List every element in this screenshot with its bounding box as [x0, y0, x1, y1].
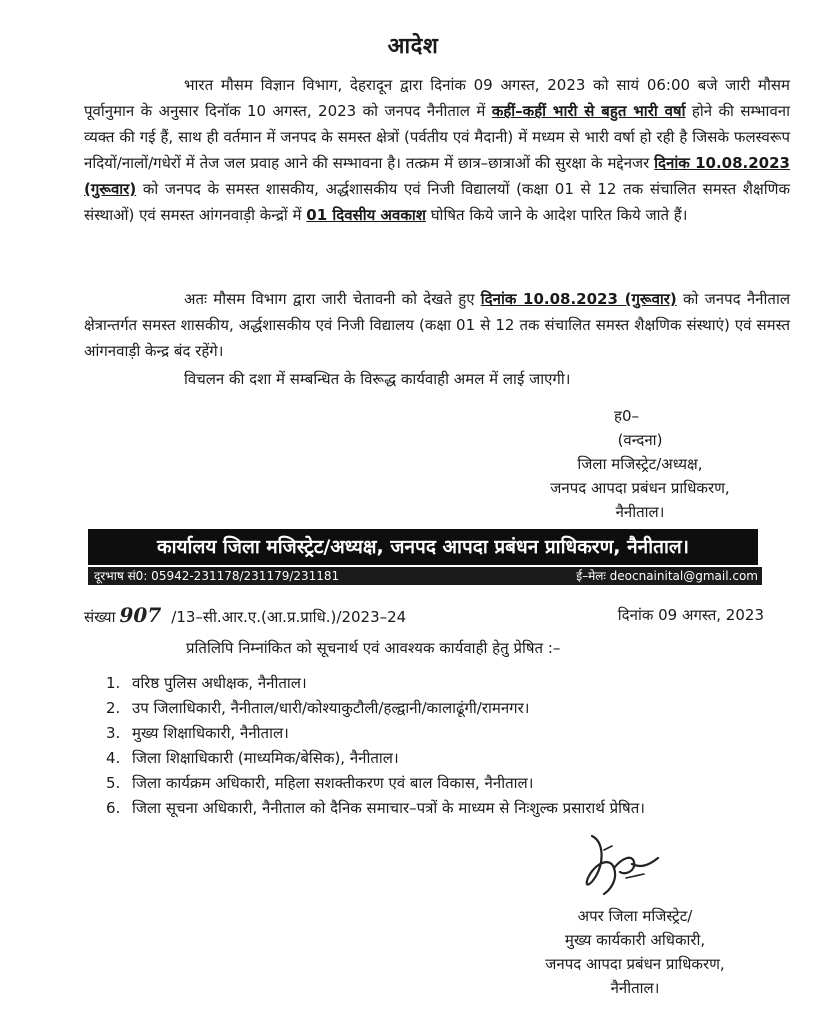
list-item-text: जिला शिक्षाधिकारी (माध्यमिक/बेसिक), नैनीताल।: [132, 749, 399, 767]
list-item: [106, 721, 792, 746]
cc-list: [106, 671, 792, 821]
p1-text-c: होने की सम्भावना व्यक्त की गई हैं, साथ ही वर्तमान में जनपद के समस्त क्षेत्रों (पर्वतीय एवं मैदानी) में मध्यम से भारी वर्षा हो रही है जिसके फलस्वरूप नदियों/नालों/गधेरों में तेज जल प्रवाह आने की सम्भावना है। तत्क्रम में छात्र–छात्राओं की सुरक्षा के मद्देनजर: [84, 102, 790, 172]
order-paragraph-2: [84, 286, 790, 364]
signatory-designation: जिला मजिस्ट्रेट/अध्यक्ष,: [577, 455, 703, 473]
signature-block-1: [520, 404, 760, 524]
list-item-number: 6.: [106, 799, 121, 817]
signatory-name: (वन्दना): [617, 431, 663, 449]
order-paragraph-1: [84, 72, 790, 228]
signatory-authority: जनपद आपदा प्रबंधन प्राधिकरण,: [550, 479, 730, 497]
list-item: [106, 771, 792, 796]
list-item-text: वरिष्ठ पुलिस अधीक्षक, नैनीताल।: [132, 674, 307, 692]
p1-text-g: घोषित किये जाने के आदेश पारित किये जाते हैं।: [425, 206, 688, 224]
reference-code: /13–सी.आर.ए.(आ.प्र.प्राधि.)/2023–24: [171, 608, 407, 626]
list-item-text: उप जिलाधिकारी, नैनीताल/धारी/कोश्याकुटौली/हल्द्वानी/कालाढूंगी/रामनगर।: [132, 699, 530, 717]
cc-intro: प्रतिलिपि निम्नांकित को सूचनार्थ एवं आवश्यक कार्यवाही हेतु प्रेषित :–: [186, 639, 561, 657]
list-item: [106, 746, 792, 771]
order-paragraph-3: [84, 366, 790, 392]
list-item: [106, 796, 792, 821]
reference-prefix: संख्या: [84, 608, 116, 626]
handwritten-signature: [574, 828, 670, 900]
list-item-text: मुख्य शिक्षाधिकारी, नैनीताल।: [132, 724, 289, 742]
p2-emphasis-date: दिनांक 10.08.2023 (गुरूवार): [480, 290, 677, 308]
reference-number: 907: [119, 603, 162, 627]
document-title: आदेश: [387, 34, 439, 59]
list-item: [106, 696, 792, 721]
email-address: ई–मेलः deocnainital@gmail.com: [576, 569, 758, 583]
office-banner: कार्यालय जिला मजिस्ट्रेट/अध्यक्ष, जनपद आपदा प्रबंधन प्राधिकरण, नैनीताल।: [88, 529, 758, 565]
signed-mark: ह0–: [614, 407, 640, 425]
signatory2-designation-1: अपर जिला मजिस्ट्रेट/: [577, 907, 693, 925]
signatory-place: नैनीताल।: [615, 503, 665, 521]
reference-row: [84, 603, 764, 629]
p2-text-a: अतः मौसम विभाग द्वारा जारी चेतावनी को देखते हुए: [184, 290, 481, 308]
list-item-text: जिला सूचना अधिकारी, नैनीताल को दैनिक समाचार–पत्रों के माध्यम से निःशुल्क प्रसारार्थ प्रेषित।: [132, 799, 645, 817]
reference-date: दिनांक 09 अगस्त, 2023: [617, 606, 764, 624]
signatory2-designation-2: मुख्य कार्यकारी अधिकारी,: [564, 931, 706, 949]
list-item-number: 5.: [106, 774, 121, 792]
signature-block-2: [510, 904, 760, 1000]
p3-text: विचलन की दशा में सम्बन्धित के विरूद्ध कार्यवाही अमल में लाई जाएगी।: [184, 370, 571, 388]
signatory2-authority: जनपद आपदा प्रबंधन प्राधिकरण,: [545, 955, 725, 973]
p1-emphasis-holiday: 01 दिवसीय अवकाश: [306, 206, 426, 224]
signatory2-place: नैनीताल।: [610, 979, 660, 997]
list-item-text: जिला कार्यक्रम अधिकारी, महिला सशक्तीकरण एवं बाल विकास, नैनीताल।: [132, 774, 534, 792]
p1-text-e: को जनपद के समस्त शासकीय, अर्द्धशासकीय एवं निजी विद्यालयों (कक्षा 01 से 12 तक संचालित समस्त शैक्षणिक संस्थाओं) एवं समस्त आंगनवाड़ी केन्द्रों में: [84, 180, 790, 224]
phone-numbers: दूरभाष सं0: 05942-231178/231179/231181: [94, 569, 340, 583]
p1-text-a: भारत मौसम विज्ञान विभाग, देहरादून द्वारा दिनांक 09 अगस्त, 2023 को सायं 06:00 बजे जारी मौसम पूर्वानुमान के अनुसार दिनॉक 10 अगस्त, 2023 को जनपद नैनीताल में: [84, 76, 790, 120]
contact-strip: [88, 567, 762, 585]
p1-emphasis-date: दिनांक 10.08.2023 (गुरूवार): [84, 154, 790, 198]
p1-emphasis-rain: कहीं–कहीं भारी से बहुत भारी वर्षा: [491, 102, 686, 120]
p2-text-c: को जनपद नैनीताल क्षेत्रान्तर्गत समस्त शासकीय, अर्द्धशासकीय एवं निजी विद्यालय (कक्षा 01 से 12 तक संचालित समस्त शैक्षणिक संस्थाएं) एवं समस्त आंगनवाड़ी केन्द्र बंद रहेंगे।: [84, 290, 790, 360]
list-item-number: 1.: [106, 674, 121, 692]
list-item: [106, 671, 792, 696]
list-item-number: 2.: [106, 699, 121, 717]
list-item-number: 4.: [106, 749, 121, 767]
list-item-number: 3.: [106, 724, 121, 742]
